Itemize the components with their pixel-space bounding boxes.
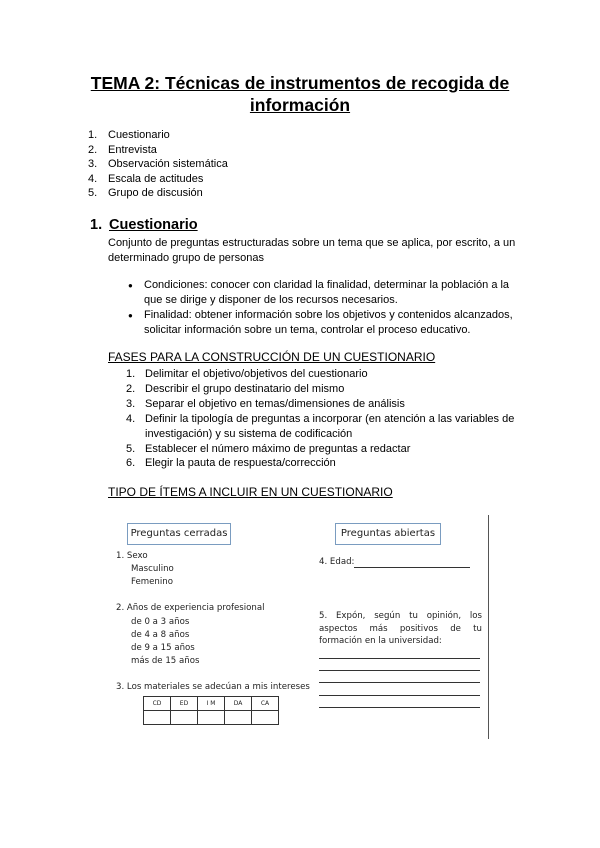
scale-cell <box>198 711 225 725</box>
phases-list <box>126 367 528 471</box>
phases-heading: FASES PARA LA CONSTRUCCIÓN DE UN CUESTIONARIO <box>108 350 436 364</box>
list-item: 4. Definir la tipología de preguntas a incorporar (en atención a las variables de investigación) y su sistema de codificación <box>126 412 515 440</box>
list-item: 3. Separar el objetivo en temas/dimensiones de análisis <box>126 397 405 410</box>
bullet-icon: ● <box>128 311 133 320</box>
option: Masculino <box>131 564 174 574</box>
option: Femenino <box>131 577 173 587</box>
list-item: 2. Describir el grupo destinatario del mismo <box>126 382 345 395</box>
question-2: 2. Años de experiencia profesional <box>116 603 265 613</box>
answer-line <box>319 682 480 683</box>
answer-line <box>319 707 480 708</box>
questionnaire-figure <box>113 515 490 739</box>
scale-cell <box>252 711 279 725</box>
list-item: 1. Cuestionario <box>88 129 170 141</box>
scale-cell: CA <box>252 697 279 711</box>
scale-cell <box>144 711 171 725</box>
list-item: 5. Grupo de discusión <box>88 187 203 200</box>
figure-border <box>488 515 489 739</box>
likert-scale-table <box>143 696 279 725</box>
bullet-list <box>128 278 528 338</box>
list-item: 3. Observación sistemática <box>88 158 228 171</box>
scale-cell <box>171 711 198 725</box>
section-heading: 1. Cuestionario <box>90 217 198 233</box>
scale-cell: DA <box>225 697 252 711</box>
bullet-item: ● Condiciones: conocer con claridad la finalidad, determinar la población a la que se dirige y disponer de los recursos necesarios. <box>128 279 510 306</box>
section-intro: Conjunto de preguntas estructuradas sobre un tema que se aplica, por escrito, a un determinado grupo de personas <box>108 237 516 264</box>
question-4: 4. Edad: <box>319 557 355 567</box>
answer-line <box>354 567 470 568</box>
items-heading: TIPO DE ÍTEMS A INCLUIR EN UN CUESTIONARIO <box>108 485 393 499</box>
list-item: 4. Escala de actitudes <box>88 172 204 185</box>
answer-line <box>319 695 480 696</box>
option: más de 15 años <box>131 656 200 666</box>
bullet-icon: ● <box>128 281 133 290</box>
scale-cell <box>225 711 252 725</box>
scale-cell: CD <box>144 697 171 711</box>
option: de 0 a 3 años <box>131 617 190 627</box>
option: de 4 a 8 años <box>131 630 190 640</box>
list-item: 5. Establecer el número máximo de preguntas a redactar <box>126 442 411 455</box>
question-5: 5. Expón, según tu opinión, los aspectos más positivos de tu formación en la universidad: <box>319 611 482 647</box>
topic-list <box>88 128 228 201</box>
answer-line <box>319 658 480 659</box>
answer-line <box>319 670 480 671</box>
option: de 9 a 15 años <box>131 643 195 653</box>
bullet-item: ● Finalidad: obtener información sobre los objetivos y contenidos alcanzados, solicitar información sobre un tema, controlar el proceso educativo. <box>128 309 513 336</box>
list-item: 6. Elegir la pauta de respuesta/corrección <box>126 457 336 470</box>
document-title: TEMA 2: Técnicas de instrumentos de recogida de información <box>90 73 510 115</box>
scale-cell: ED <box>171 697 198 711</box>
closed-questions-label: Preguntas cerradas <box>127 523 231 545</box>
question-1: 1. Sexo <box>116 551 148 561</box>
open-questions-label: Preguntas abiertas <box>335 523 441 545</box>
scale-cell: I M <box>198 697 225 711</box>
list-item: 1. Delimitar el objetivo/objetivos del cuestionario <box>126 368 368 380</box>
list-item: 2. Entrevista <box>88 143 157 156</box>
question-3: 3. Los materiales se adecúan a mis intereses <box>116 682 310 692</box>
